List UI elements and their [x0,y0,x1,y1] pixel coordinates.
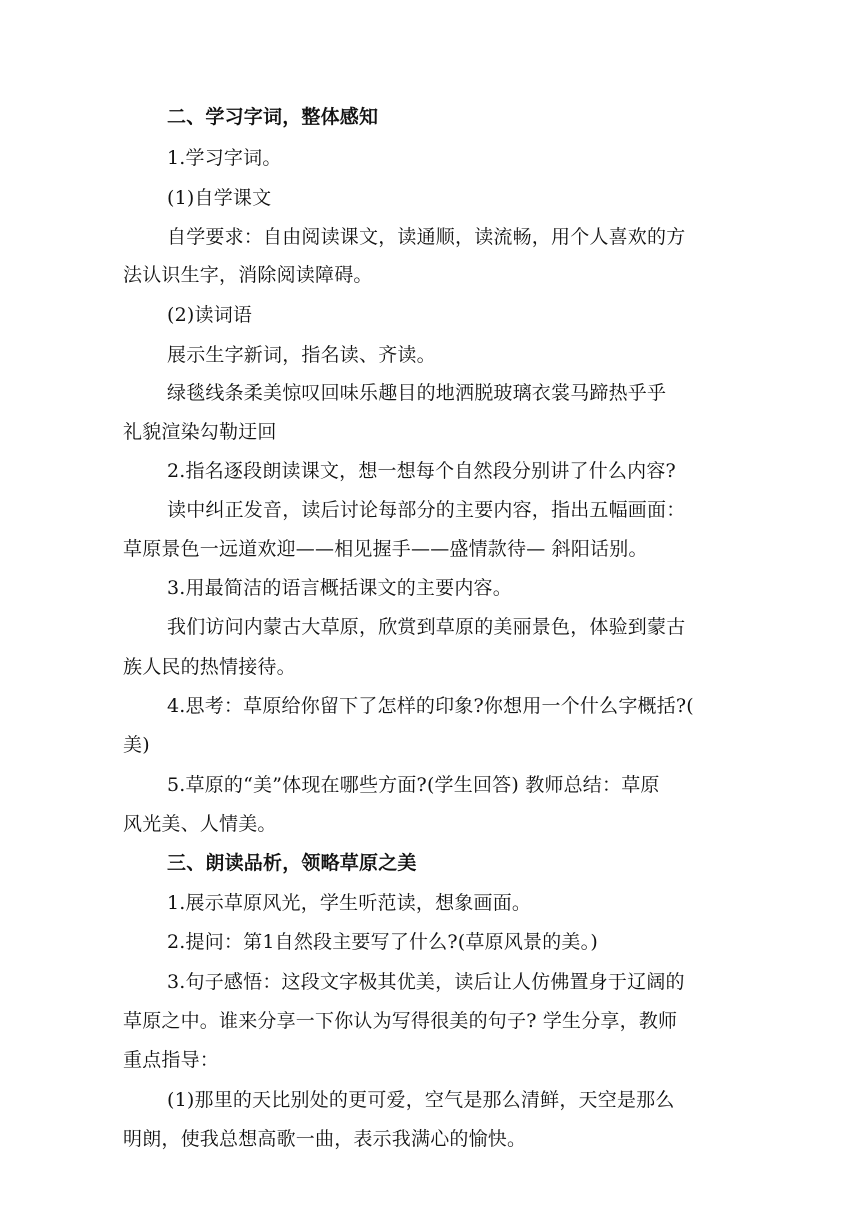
paragraph-line: 2.提问：第1自然段主要写了什么?(草原风景的美。) [167,931,598,953]
paragraph-line: (2)读词语 [167,304,253,326]
paragraph-line: 礼貌渲染勾勒迂回 [123,421,277,443]
paragraph-line: 5.草原的“美”体现在哪些方面?(学生回答) 教师总结：草原 [167,774,660,796]
paragraph-line: 展示生字新词，指名读、齐读。 [167,344,436,366]
paragraph-line: 自学要求：自由阅读课文，读通顺，读流畅，用个人喜欢的方 [167,226,686,248]
paragraph-line: 草原景色一远道欢迎——相见握手——盛情款待— 斜阳话别。 [123,538,648,560]
paragraph-line: 草原之中。谁来分享一下你认为写得很美的句子? 学生分享，教师 [123,1010,678,1032]
paragraph-line: 我们访问内蒙古大草原，欣赏到草原的美丽景色，体验到蒙古 [167,616,686,638]
paragraph-line: 族人民的热情接待。 [123,656,296,678]
paragraph-line: 法认识生字，消除阅读障碍。 [123,264,373,286]
paragraph-line: 明朗，使我总想高歌一曲，表示我满心的愉快。 [123,1128,527,1150]
paragraph-line: 重点指导： [123,1049,220,1071]
paragraph-line: 绿毯线条柔美惊叹回味乐趣目的地洒脱玻璃衣裳马蹄热乎乎 [167,382,667,404]
paragraph-line: 2.指名逐段朗读课文，想一想每个自然段分别讲了什么内容? [167,460,676,482]
paragraph-line: (1)那里的天比别处的更可爱，空气是那么清鲜，天空是那么 [167,1089,675,1111]
paragraph-line: 3.句子感悟：这段文字极其优美，读后让人仿佛置身于辽阔的 [167,971,685,993]
paragraph-line: 美) [123,734,150,756]
paragraph-line: (1)自学课文 [167,187,272,209]
paragraph-line: 1.展示草原风光，学生听范读，想象画面。 [167,892,532,914]
paragraph-line: 1.学习字词。 [167,147,282,169]
paragraph-line: 3.用最简洁的语言概括课文的主要内容。 [167,577,512,599]
section-heading-3: 三、朗读品析，领略草原之美 [167,852,417,874]
paragraph-line: 风光美、人情美。 [123,813,277,835]
paragraph-line: 4.思考：草原给你留下了怎样的印象?你想用一个什么字概括?( [167,695,694,717]
paragraph-line: 读中纠正发音，读后讨论每部分的主要内容，指出五幅画面： [167,499,686,521]
section-heading-2: 二、学习字词，整体感知 [167,106,379,128]
